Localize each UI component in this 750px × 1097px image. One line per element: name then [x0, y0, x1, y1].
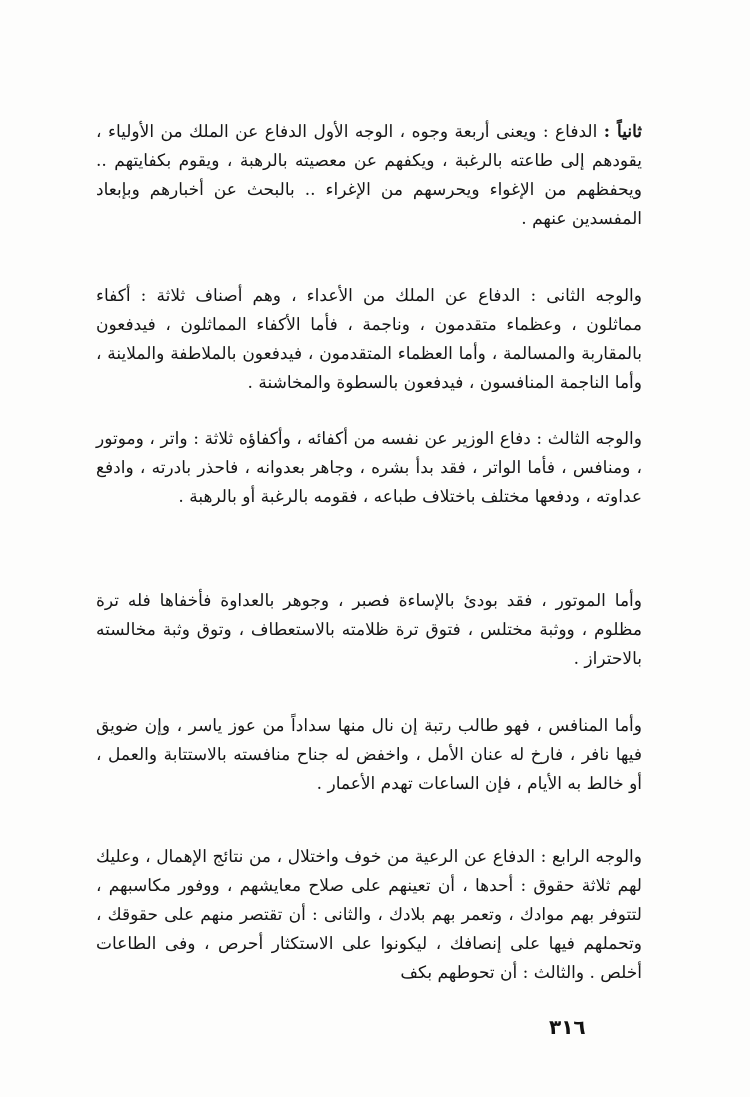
paragraph-text [96, 118, 642, 234]
paragraph-lead: ثانياً : [603, 122, 643, 142]
paragraph-text: والوجه الرابع : الدفاع عن الرعية من خوف واختلال ، من نتائج الإهمال ، وعليك لهم ثلاثة حقوق : أحدها ، أن تعينهم على صلاح معايشهم ، ووفور مكاسبهم ، لتتوفر بهم موادك ، وتعمر بهم بلادك ، والثانى : أن تقتصر منهم على حقوقك ، وتحملهم فيها على إنصافك ، ليكونوا على الاستكثار أحرص ، وفى الطاعات أخلص . والثالث : أن تحوطهم بكف [96, 847, 642, 983]
paragraph-munafis [96, 712, 642, 799]
paragraph-mawtur [96, 587, 642, 674]
paragraph-text: والوجه الثانى : الدفاع عن الملك من الأعداء ، وهم أصناف ثلاثة : أكفاء مماثلون ، وعظماء متقدمون ، وناجمة ، فأما الأكفاء المماثلون ، فيدفعون بالمقاربة والمسالمة ، وأما العظماء المتقدمون ، فيدفعون بالملاطفة والملاينة ، وأما الناجمة المنافسون ، فيدفعون بالسطوة والمخاشنة . [96, 286, 642, 393]
paragraph-text: وأما الموتور ، فقد بودئ بالإساءة فصبر ، وجوهر بالعداوة فأخفاها فله ترة مظلوم ، ووثبة مختلس ، فتوق ترة ظلامته بالاستعطاف ، وتوق وثبة مخالسته بالاحتراز . [96, 591, 642, 669]
paragraph-text: وأما المنافس ، فهو طالب رتبة إن نال منها سداداً من عوز ياسر ، وإن ضويق فيها نافر ، فارخ له عنان الأمل ، واخفض له جناح منافسته بالاستتابة والعمل ، أو خالط به الأيام ، فإن الساعات تهدم الأعمار . [96, 716, 642, 794]
paragraph-defense-first-aspect [96, 118, 642, 234]
paragraph-second-aspect [96, 282, 642, 398]
paragraph-body: الدفاع : ويعنى أربعة وجوه ، الوجه الأول الدفاع عن الملك من الأولياء ، يقودهم إلى طاعته بالرغبة ، ويكفهم عن معصيته بالرهبة ، ويقوم بكفايتهم .. ويحفظهم من الإغواء ويحرسهم من الإغراء .. بالبحث عن أخبارهم وبإبعاد المفسدين عنهم . [96, 122, 642, 229]
page-number: ٣١٦ [549, 1015, 586, 1039]
paragraph-fourth-aspect [96, 843, 642, 988]
paragraph-text: والوجه الثالث : دفاع الوزير عن نفسه من أكفائه ، وأكفاؤه ثلاثة : واتر ، وموتور ، ومنافس ، فأما الواتر ، فقد بدأ بشره ، وجاهر بعدوانه ، فاحذر بادرته ، وادفع عداوته ، ودفعها مختلف باختلاف طباعه ، فقومه بالرغبة أو بالرهبة . [96, 429, 642, 507]
paragraph-third-aspect [96, 425, 642, 512]
